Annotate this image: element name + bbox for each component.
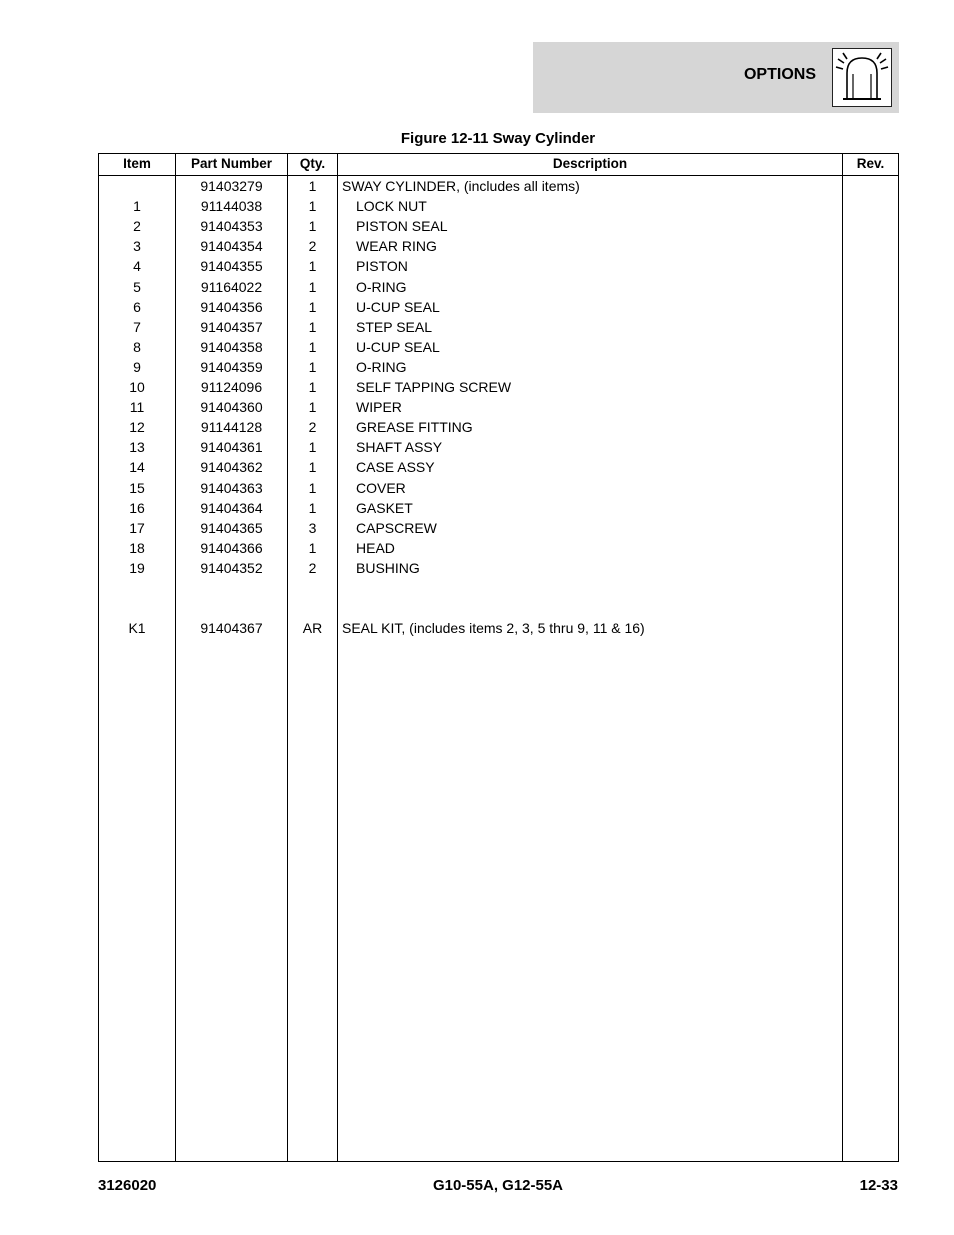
item-number: K1	[128, 620, 146, 637]
description: LOCK NUT	[356, 198, 427, 215]
part-number: 91404352	[200, 559, 263, 576]
part-number: 91404366	[200, 539, 263, 556]
beacon-light-icon-graphic	[833, 49, 891, 106]
item-number: 14	[129, 459, 145, 476]
table-row	[99, 618, 898, 638]
column-header-rev: Rev.	[856, 156, 885, 171]
quantity: 1	[308, 258, 317, 275]
description: O-RING	[356, 358, 407, 375]
item-number: 5	[133, 278, 141, 295]
part-number: 91404358	[200, 338, 263, 355]
description: O-RING	[356, 278, 407, 295]
section-title: OPTIONS	[743, 66, 816, 83]
column-header-description: Description	[552, 156, 628, 171]
description: GREASE FITTING	[356, 419, 473, 436]
table-row	[99, 578, 898, 598]
part-number: 91404357	[200, 318, 263, 335]
item-number: 8	[133, 338, 141, 355]
column-header-part-number: Part Number	[190, 156, 273, 171]
part-number: 91404362	[200, 459, 263, 476]
description: PISTON SEAL	[356, 218, 448, 235]
part-number: 91404359	[200, 358, 263, 375]
quantity: 2	[308, 238, 317, 255]
quantity: 1	[308, 218, 317, 235]
table-row	[99, 297, 898, 317]
section-header	[533, 42, 899, 113]
part-number: 91404365	[200, 519, 263, 536]
table-row	[99, 216, 898, 236]
table-row	[99, 277, 898, 297]
description: HEAD	[356, 539, 395, 556]
column-header-item: Item	[123, 156, 151, 171]
description: GASKET	[356, 499, 413, 516]
item-number: 9	[133, 358, 141, 375]
quantity: 1	[308, 338, 317, 355]
quantity: AR	[302, 620, 323, 637]
table-row	[99, 377, 898, 397]
description: WIPER	[356, 399, 402, 416]
item-number: 16	[129, 499, 145, 516]
description: COVER	[356, 479, 406, 496]
quantity: 1	[308, 479, 317, 496]
quantity: 1	[308, 539, 317, 556]
item-number: 15	[129, 479, 145, 496]
table-row	[99, 417, 898, 437]
item-number: 19	[129, 559, 145, 576]
table-row	[99, 538, 898, 558]
table-row	[99, 518, 898, 538]
quantity: 1	[308, 379, 317, 395]
part-number: 91404360	[200, 399, 263, 416]
quantity: 2	[308, 559, 317, 576]
part-number: 91404353	[200, 218, 263, 235]
part-number: 91404361	[200, 439, 263, 456]
quantity: 1	[308, 298, 317, 315]
table-row	[99, 498, 898, 518]
description: U-CUP SEAL	[356, 338, 440, 355]
document-number: 3126020	[98, 1177, 157, 1194]
table-row	[99, 236, 898, 256]
table-row	[99, 337, 898, 357]
item-number: 1	[133, 198, 141, 215]
item-number: 17	[129, 519, 145, 536]
table-row	[99, 256, 898, 276]
table-row	[99, 457, 898, 477]
part-number: 91404356	[200, 298, 263, 315]
description: CAPSCREW	[356, 519, 437, 536]
parts-table	[98, 153, 899, 1162]
part-number: 91404363	[200, 479, 263, 496]
item-number: 11	[129, 399, 145, 416]
description: U-CUP SEAL	[356, 298, 440, 315]
quantity: 1	[308, 318, 317, 335]
page-number: 12-33	[859, 1177, 898, 1194]
table-row	[99, 558, 898, 578]
part-number: 91124096	[200, 379, 263, 395]
table-row	[99, 397, 898, 417]
quantity: 1	[308, 399, 317, 416]
part-number: 91404354	[200, 238, 263, 255]
table-row	[99, 598, 898, 618]
item-number: 13	[129, 439, 145, 456]
part-number: 91404367	[200, 620, 263, 637]
item-number: 10	[129, 379, 145, 395]
quantity: 1	[308, 439, 317, 456]
quantity: 1	[308, 358, 317, 375]
quantity: 2	[308, 419, 317, 436]
item-number: 6	[133, 298, 141, 315]
description: SELF TAPPING SCREW	[356, 379, 512, 395]
description: BUSHING	[356, 559, 420, 576]
column-header-qty: Qty.	[299, 156, 326, 171]
part-number: 91404364	[200, 499, 263, 516]
description: CASE ASSY	[356, 459, 435, 476]
table-row	[99, 196, 898, 216]
table-row	[99, 478, 898, 498]
description: SEAL KIT, (includes items 2, 3, 5 thru 9, 11 & 16)	[342, 620, 645, 637]
table-row	[99, 357, 898, 377]
part-number: 91144128	[200, 419, 263, 436]
part-number: 91144038	[200, 198, 263, 215]
beacon-light-icon	[832, 48, 892, 107]
table-row	[99, 176, 898, 196]
item-number: 7	[133, 318, 141, 335]
description: STEP SEAL	[356, 318, 433, 335]
quantity: 1	[308, 499, 317, 516]
item-number: 12	[129, 419, 145, 436]
part-number: 91404355	[200, 258, 263, 275]
quantity: 1	[308, 178, 317, 194]
quantity: 1	[308, 198, 317, 215]
table-row	[99, 317, 898, 337]
part-number: 91164022	[200, 278, 263, 295]
quantity: 3	[308, 519, 317, 536]
description: SHAFT ASSY	[356, 439, 443, 456]
item-number: 18	[129, 539, 145, 556]
item-number: 4	[133, 258, 141, 275]
quantity: 1	[308, 459, 317, 476]
model-numbers: G10-55A, G12-55A	[432, 1177, 564, 1194]
quantity: 1	[308, 278, 317, 295]
item-number: 3	[133, 238, 141, 255]
figure-title: Figure 12-11 Sway Cylinder	[400, 130, 596, 147]
item-number: 2	[133, 218, 141, 235]
part-number: 91403279	[200, 178, 263, 194]
table-row	[99, 437, 898, 457]
description: PISTON	[356, 258, 408, 275]
description: WEAR RING	[356, 238, 437, 255]
description: SWAY CYLINDER, (includes all items)	[342, 178, 580, 194]
